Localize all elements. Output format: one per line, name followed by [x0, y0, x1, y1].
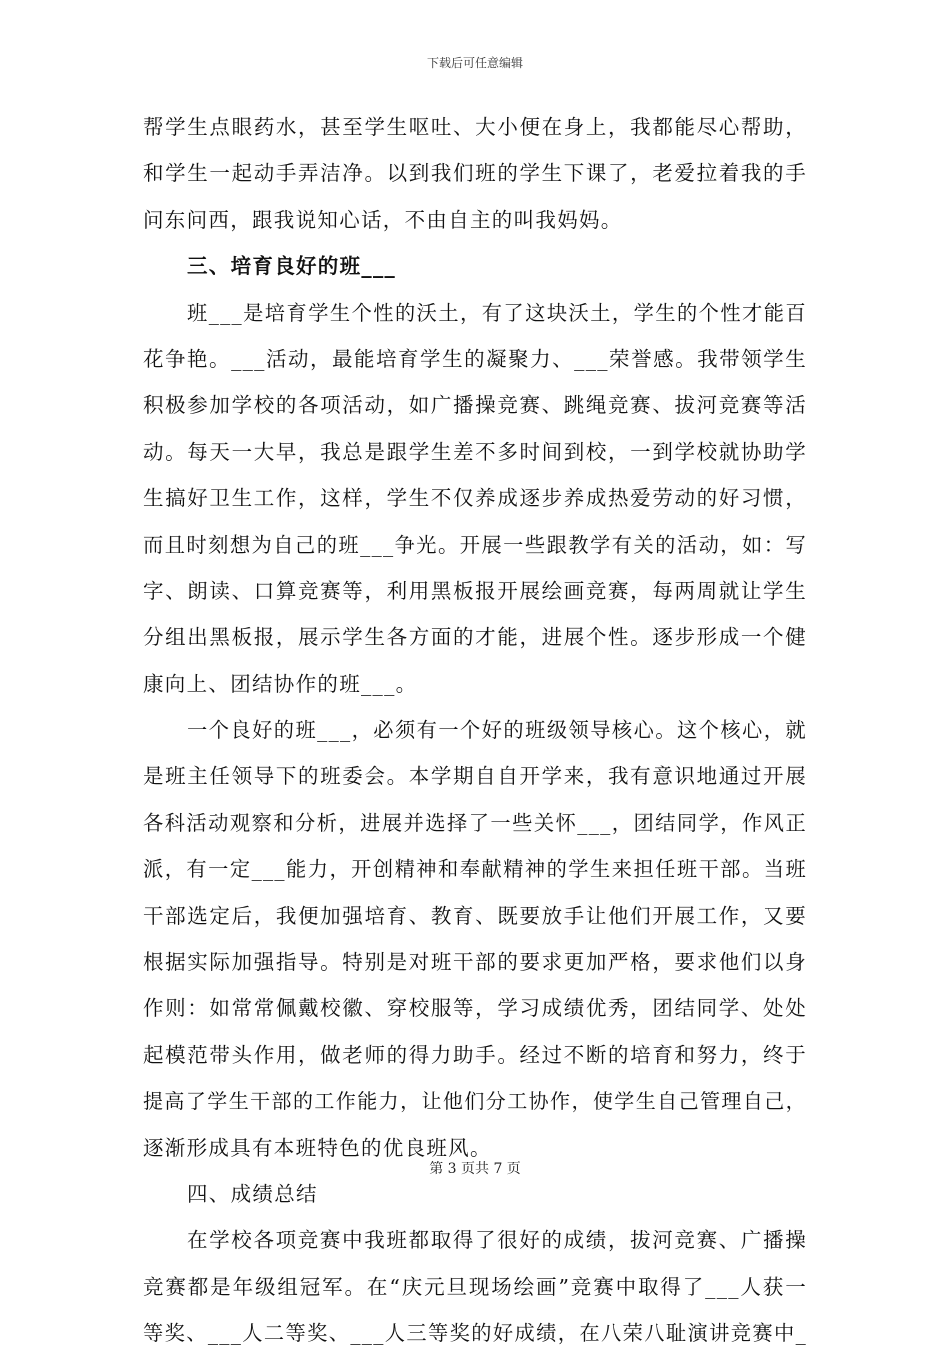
text-line: 字、朗读、口算竞赛等，利用黑板报开展绘画竞赛，每两周就让学生 [143, 578, 807, 603]
text-line: 起模范带头作用，做老师的得力助手。经过不断的培育和努力，终于 [143, 1042, 807, 1067]
text-line: 竞赛都是年级组冠军。在“庆元旦现场绘画”竞赛中取得了___人获一 [143, 1274, 807, 1299]
text-line: 派，有一定___能力，开创精神和奉献精神的学生来担任班干部。当班 [143, 857, 807, 882]
text-line: 是班主任领导下的班委会。本学期自自开学来，我有意识地通过开展 [143, 764, 807, 789]
text-line: 作则：如常常佩戴校徽、穿校服等，学习成绩优秀，团结同学、处处 [143, 996, 807, 1021]
text-line: 提高了学生干部的工作能力，让他们分工协作，使学生自己管理自己， [143, 1089, 807, 1114]
text-line: 班___是培育学生个性的沃土，有了这块沃土，学生的个性才能百 [187, 300, 807, 325]
text-line: 一个良好的班___，必须有一个好的班级领导核心。这个核心，就 [187, 718, 807, 743]
text-line: 积极参加学校的各项活动，如广播操竞赛、跳绳竞赛、拔河竞赛等活 [143, 393, 807, 418]
header-note: 下载后可任意编辑 [426, 56, 523, 70]
text-line: 等奖、___人二等奖、___人三等奖的好成绩，在八荣八耻演讲竞赛中_ [143, 1321, 807, 1346]
text-line: 问东问西，跟我说知心话，不由自主的叫我妈妈。 [143, 207, 623, 232]
text-line: 分组出黑板报，展示学生各方面的才能，进展个性。逐步形成一个健 [143, 625, 807, 650]
page-number-footer: 第 3 页共 7 页 [429, 1161, 521, 1177]
text-line: 而且时刻想为自己的班___争光。开展一些跟教学有关的活动，如：写 [143, 532, 807, 557]
text-line: 动。每天一大早，我总是跟学生差不多时间到校，一到学校就协助学 [143, 439, 807, 464]
text-line: 各科活动观察和分析，进展并选择了一些关怀___，团结同学，作风正 [143, 810, 807, 835]
text-line: 康向上、团结协作的班___。 [143, 671, 418, 696]
text-line: 在学校各项竞赛中我班都取得了很好的成绩，拔河竞赛、广播操 [187, 1228, 807, 1253]
text-line: 根据实际加强指导。特别是对班干部的要求更加严格，要求他们以身 [143, 950, 807, 975]
text-line: 干部选定后，我便加强培育、教育、既要放手让他们开展工作，又要 [143, 903, 807, 928]
text-line: 帮学生点眼药水，甚至学生呕吐、大小便在身上，我都能尽心帮助， [143, 115, 807, 139]
text-line: 和学生一起动手弄洁净。以到我们班的学生下课了，老爱拉着我的手 [143, 161, 807, 186]
section-heading: 四、成绩总结 [187, 1181, 318, 1206]
text-line: 花争艳。___活动，最能培育学生的凝聚力、___荣誉感。我带领学生 [143, 346, 807, 371]
text-line: 逐渐形成具有本班特色的优良班风。 [143, 1135, 492, 1160]
text-line: 生搞好卫生工作，这样，学生不仅养成逐步养成热爱劳动的好习惯， [143, 486, 807, 511]
section-heading: 三、培育良好的班___ [187, 254, 397, 279]
